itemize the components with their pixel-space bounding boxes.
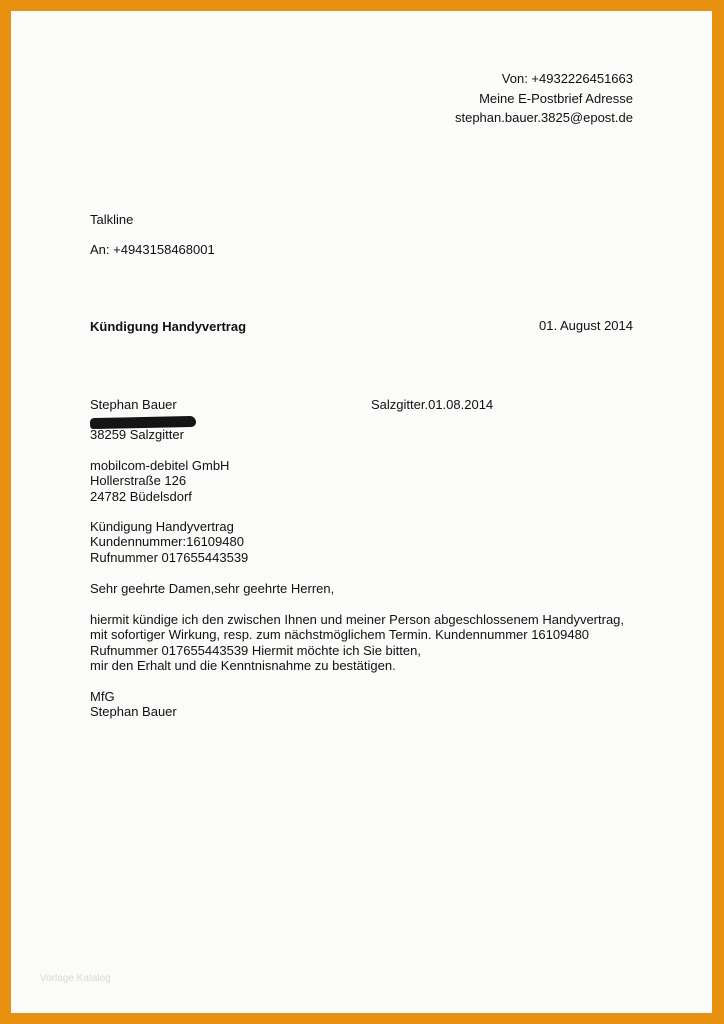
watermark: Vorlage Katalog xyxy=(40,973,111,984)
letter-body xyxy=(90,612,624,674)
sender-label: Meine E-Postbrief Adresse xyxy=(479,91,633,106)
recipient-name: Talkline xyxy=(90,212,134,227)
letter-place-date: Salzgitter.01.08.2014 xyxy=(371,397,494,412)
recipient-address xyxy=(90,458,229,504)
body-line: Rufnummer 017655443539 Hiermit möchte ich Sie bitten, xyxy=(90,642,421,658)
address-line: mobilcom-debitel GmbH xyxy=(90,458,230,473)
subject-title: Kündigung Handyvertrag xyxy=(90,319,247,334)
fax-date: 01. August 2014 xyxy=(539,318,633,333)
letter-sender-city: 38259 Salzgitter xyxy=(90,427,184,442)
reference-line: Rufnummer 017655443539 xyxy=(90,549,249,565)
closing xyxy=(90,689,177,720)
reference-line: Kundennummer:16109480 xyxy=(90,534,244,550)
body-line: mir den Erhalt und die Kenntnisnahme zu bestätigen. xyxy=(90,658,396,674)
reference-line: Kündigung Handyvertrag xyxy=(90,519,234,534)
address-line: Hollerstraße 126 xyxy=(90,473,187,489)
closing-signature: Stephan Bauer xyxy=(90,704,177,720)
recipient-fax-to: An: +4943158468001 xyxy=(90,242,215,257)
letter-sender-name: Stephan Bauer xyxy=(90,397,177,412)
body-line: hiermit kündige ich den zwischen Ihnen und meiner Person abgeschlossenem Handyvertrag, xyxy=(90,612,625,627)
sender-fax-from: Von: +4932226451663 xyxy=(501,71,633,86)
body-line: mit sofortiger Wirkung, resp. zum nächstmöglichem Termin. Kundennummer 16109480 xyxy=(90,627,590,643)
sender-email: stephan.bauer.3825@epost.de xyxy=(454,110,633,125)
address-line: 24782 Büdelsdorf xyxy=(90,488,192,504)
salutation: Sehr geehrte Damen,sehr geehrte Herren, xyxy=(90,581,335,596)
reference-block xyxy=(90,519,248,565)
letter-page xyxy=(11,11,712,1013)
closing-greeting: MfG xyxy=(90,689,115,704)
